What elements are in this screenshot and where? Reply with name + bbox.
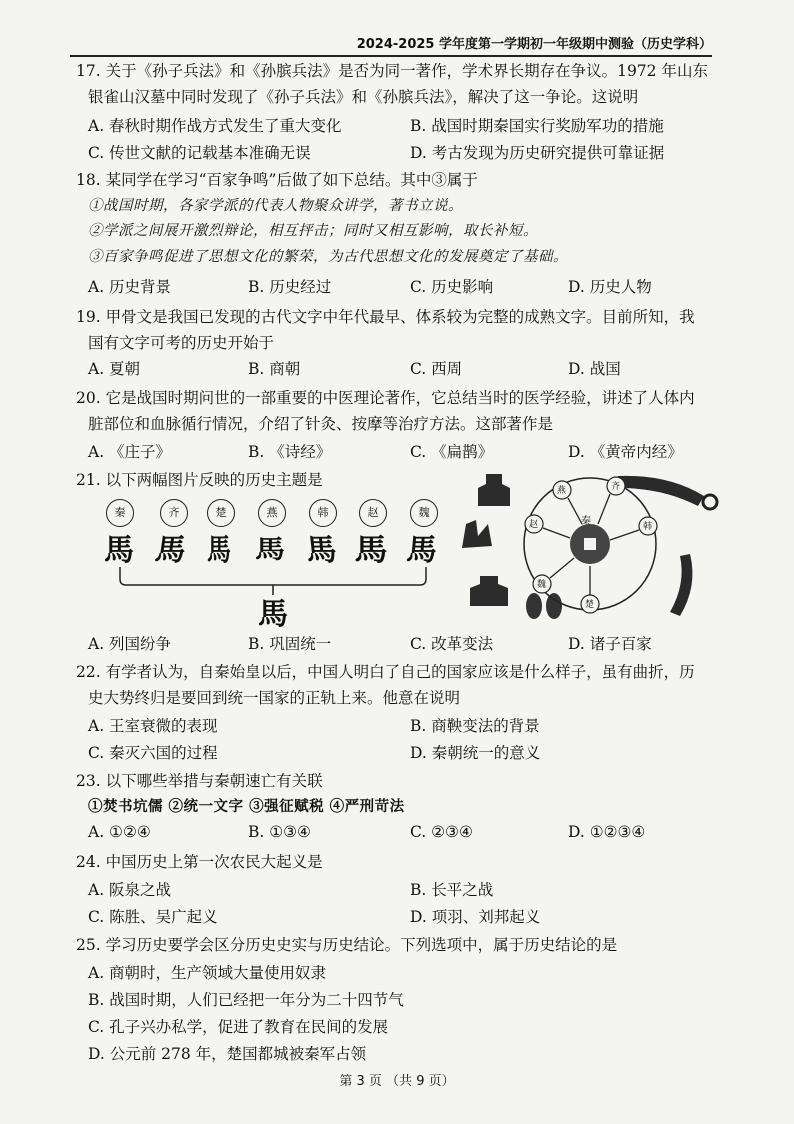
- page-footer: 第 3 页 （共 9 页）: [339, 1074, 455, 1089]
- q21-option-a[interactable]: A. 列国纷争: [88, 635, 172, 653]
- state-glyph-qin: 馬: [104, 533, 134, 568]
- q21-option-c[interactable]: C. 改革变法: [410, 635, 494, 653]
- page-header: 2024-2025 学年度第一学期初一年级期中测验（历史学科）: [70, 33, 712, 57]
- q22-option-b[interactable]: B. 商鞅变法的背景: [410, 717, 540, 735]
- q21-figure-coins: [458, 466, 728, 626]
- q19-option-d[interactable]: D. 战国: [568, 360, 621, 378]
- q17-option-c[interactable]: C. 传世文献的记载基本准确无误: [88, 144, 311, 162]
- q24-stem: 24. 中国历史上第一次农民大起义是: [76, 853, 323, 871]
- q17-stem-line2: 银雀山汉墓中同时发现了《孙子兵法》和《孙膑兵法》，解决了这一争论。这说明: [88, 88, 639, 106]
- q24-option-a[interactable]: A. 阪泉之战: [88, 881, 172, 899]
- q21-figure-characters: [100, 495, 450, 632]
- q23-option-c[interactable]: C. ②③④: [410, 823, 473, 841]
- q22-stem-line1: 22. 有学者认为，自秦始皇以后，中国人明白了自己的国家应该是什么样子，虽有曲折，历: [76, 663, 695, 681]
- q23-option-a[interactable]: A. ①②④: [88, 823, 151, 841]
- q25-stem: 25. 学习历史要学会区分历史史实与历史结论。下列选项中，属于历史结论的是: [76, 936, 618, 954]
- q24-option-c[interactable]: C. 陈胜、吴广起义: [88, 908, 218, 926]
- q19-option-b[interactable]: B. 商朝: [248, 360, 301, 378]
- q24-option-b[interactable]: B. 长平之战: [410, 881, 494, 899]
- q23-items: ①焚书坑儒 ②统一文字 ③强征赋税 ④严刑苛法: [88, 798, 405, 815]
- coin-ring-wei: 魏: [537, 580, 547, 590]
- q18-statement-3: ③百家争鸣促进了思想文化的繁荣，为古代思想文化的发展奠定了基础。: [88, 249, 568, 265]
- q22-option-c[interactable]: C. 秦灭六国的过程: [88, 744, 218, 762]
- q19-option-a[interactable]: A. 夏朝: [88, 360, 141, 378]
- q23-option-d[interactable]: D. ①②③④: [568, 823, 646, 841]
- q18-statement-1: ①战国时期，各家学派的代表人物聚众讲学，著书立说。: [88, 198, 463, 214]
- state-label-zhao: 赵: [359, 499, 387, 527]
- q23-option-b[interactable]: B. ①③④: [248, 823, 311, 841]
- q20-option-b[interactable]: B. 《诗经》: [248, 443, 332, 461]
- q18-statement-2: ②学派之间展开激烈辩论，相互抨击；同时又相互影响，取长补短。: [88, 223, 538, 239]
- q20-option-a[interactable]: A. 《庄子》: [88, 443, 172, 461]
- coin-ring-han: 韩: [643, 522, 653, 532]
- state-glyph-zhao: 馬: [354, 533, 388, 568]
- unified-glyph: 馬: [258, 597, 288, 632]
- q18-option-c[interactable]: C. 历史影响: [410, 278, 494, 296]
- q18-stem: 18. 某同学在学习“百家争鸣”后做了如下总结。其中③属于: [76, 171, 478, 189]
- state-label-qin: 秦: [106, 499, 134, 527]
- q22-option-d[interactable]: D. 秦朝统一的意义: [410, 744, 541, 762]
- state-glyph-wei: 馬: [405, 533, 439, 568]
- state-glyph-han: 馬: [304, 533, 339, 568]
- coin-ring-zhao: 赵: [529, 520, 539, 530]
- q24-option-d[interactable]: D. 项羽、刘邦起义: [410, 908, 541, 926]
- state-label-wei: 魏: [410, 499, 438, 527]
- q22-stem-line2: 史大势终归是要回到统一国家的正轨上来。他意在说明: [88, 689, 461, 707]
- q21-stem: 21. 以下两幅图片反映的历史主题是: [76, 471, 323, 489]
- state-glyph-qi: 馬: [153, 533, 188, 568]
- q25-option-b[interactable]: B. 战国时期，人们已经把一年分为二十四节气: [88, 991, 404, 1009]
- q22-option-a[interactable]: A. 王室衰微的表现: [88, 717, 218, 735]
- q17-option-b[interactable]: B. 战国时期秦国实行奖励军功的措施: [410, 117, 664, 135]
- state-glyph-chu: 馬: [207, 533, 231, 568]
- q18-option-a[interactable]: A. 历史背景: [88, 278, 172, 296]
- q23-stem: 23. 以下哪些举措与秦朝速亡有关联: [76, 772, 323, 790]
- coin-ring-qi: 齐: [611, 482, 621, 492]
- q18-option-d[interactable]: D. 历史人物: [568, 278, 652, 296]
- q21-option-b[interactable]: B. 巩固统一: [248, 635, 332, 653]
- state-label-yan: 燕: [258, 499, 286, 527]
- q17-option-d[interactable]: D. 考古发现为历史研究提供可靠证据: [410, 144, 665, 162]
- q20-option-d[interactable]: D. 《黄帝内经》: [568, 443, 683, 461]
- q17-option-a[interactable]: A. 春秋时期作战方式发生了重大变化: [88, 117, 342, 135]
- state-glyph-yan: 馬: [255, 535, 285, 565]
- q21-option-d[interactable]: D. 诸子百家: [568, 635, 652, 653]
- q19-stem-line1: 19. 甲骨文是我国已发现的古代文字中年代最早、体系较为完整的成熟文字。目前所知，我: [76, 308, 695, 326]
- coin-ring-yan: 燕: [557, 486, 567, 496]
- q17-stem-line1: 17. 关于《孙子兵法》和《孙膑兵法》是否为同一著作，学术界长期存在争议。1972 年山东: [76, 62, 708, 80]
- state-label-chu: 楚: [207, 499, 235, 527]
- q20-option-c[interactable]: C. 《扁鹊》: [410, 443, 494, 461]
- q20-stem-line1: 20. 它是战国时期问世的一部重要的中医理论著作，它总结当时的医学经验，讲述了人体内: [76, 389, 695, 407]
- q25-option-d[interactable]: D. 公元前 278 年，楚国都城被秦军占领: [88, 1045, 367, 1063]
- state-label-han: 韩: [309, 499, 337, 527]
- coin-ring-chu: 楚: [585, 600, 595, 610]
- q18-option-b[interactable]: B. 历史经过: [248, 278, 332, 296]
- q19-stem-line2: 国有文字可考的历史开始于: [88, 334, 275, 352]
- q25-option-a[interactable]: A. 商朝时，生产领域大量使用奴隶: [88, 964, 327, 982]
- q20-stem-line2: 脏部位和血脉循行情况，介绍了针灸、按摩等治疗方法。这部著作是: [88, 415, 554, 433]
- state-label-qi: 齐: [160, 499, 188, 527]
- q19-option-c[interactable]: C. 西周: [410, 360, 463, 378]
- coin-center-label: 秦: [581, 516, 591, 527]
- q25-option-c[interactable]: C. 孔子兴办私学，促进了教育在民间的发展: [88, 1018, 389, 1036]
